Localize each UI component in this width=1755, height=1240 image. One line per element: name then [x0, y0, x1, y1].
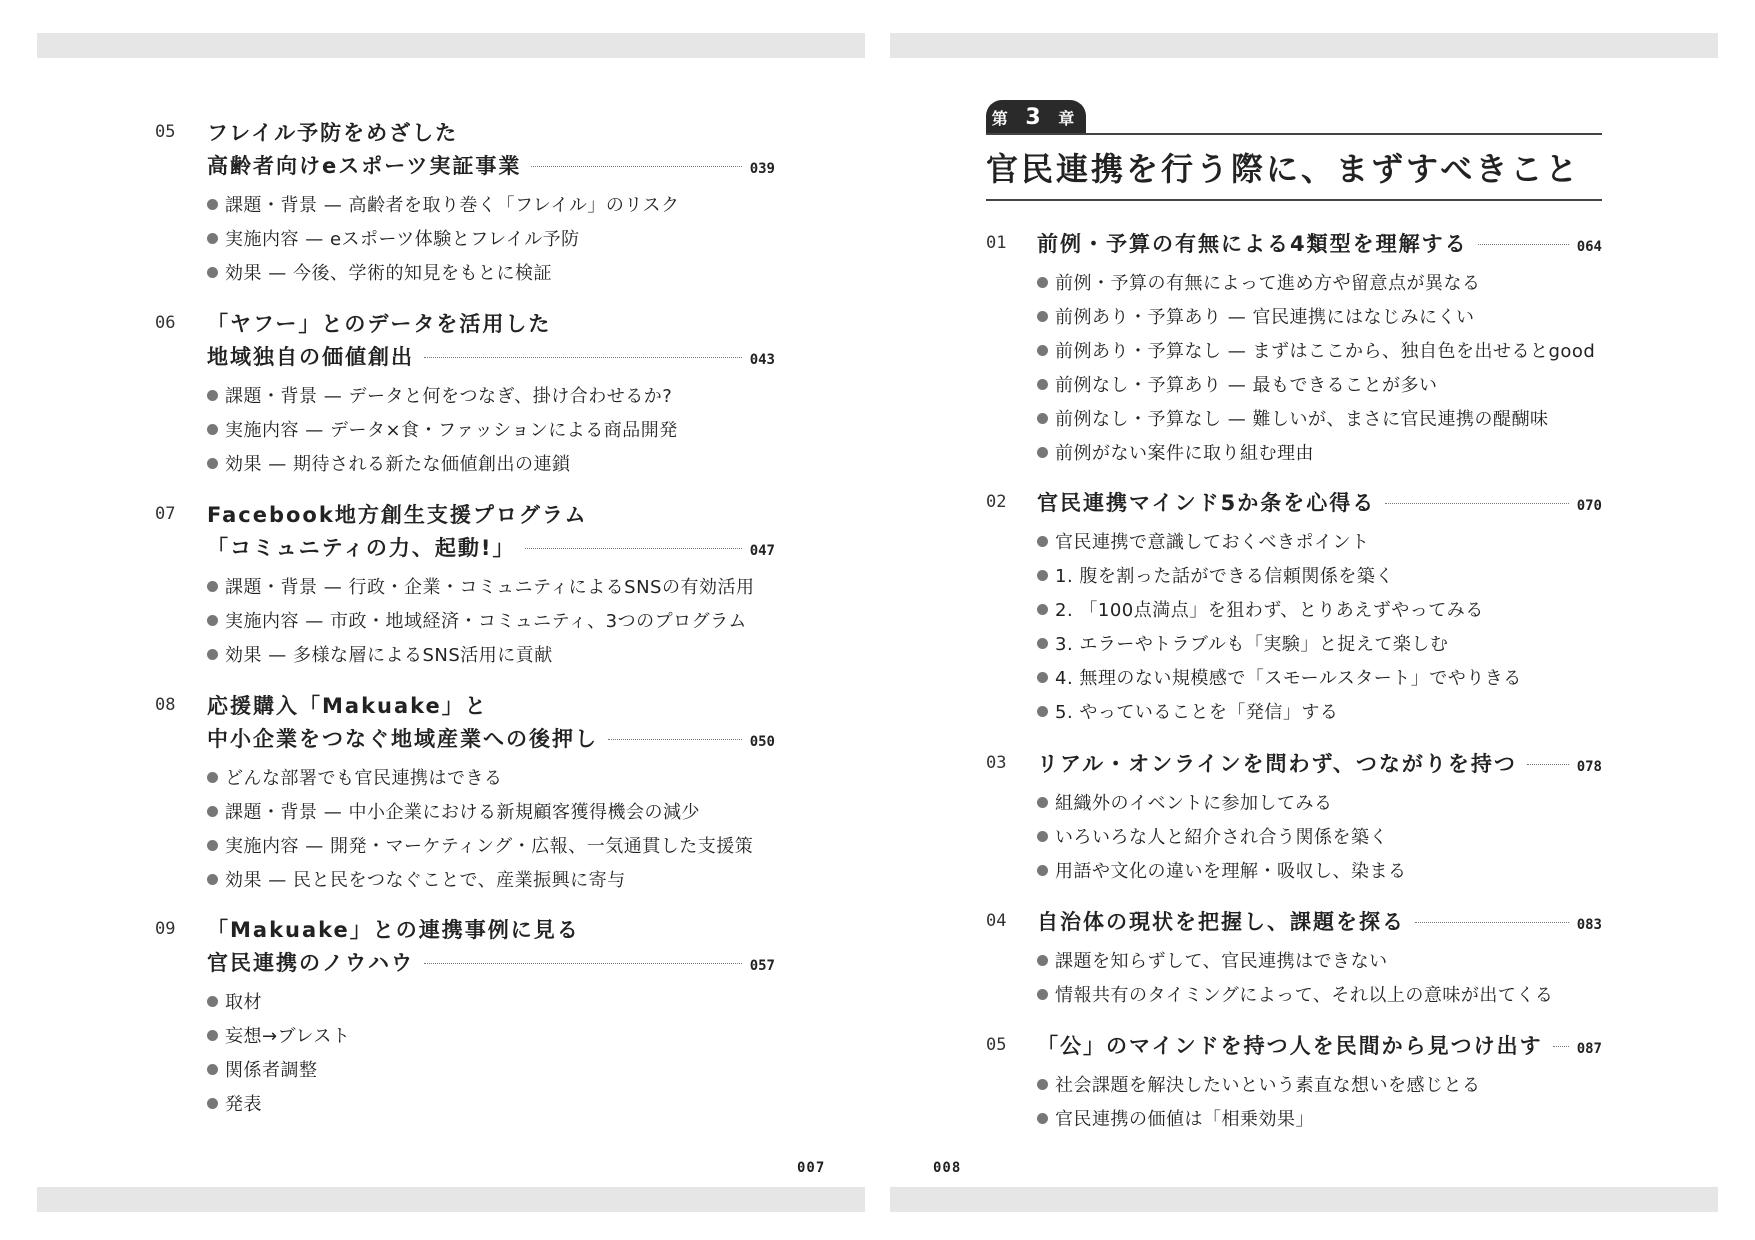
section-page-number: 057 [749, 958, 775, 974]
bullet-icon [1037, 797, 1048, 808]
chapter-prefix: 第 [991, 109, 1014, 128]
list-item-text: 前例あり・予算なし — まずはここから、独自色を出せるとgood [1055, 341, 1596, 362]
list-item-text: 取材 [225, 992, 262, 1013]
bullet-icon [207, 581, 218, 592]
list-item-text: 関係者調整 [225, 1060, 318, 1081]
list-item [207, 796, 753, 830]
section-item-list [207, 762, 753, 898]
page-number: 008 [933, 1160, 962, 1176]
list-item [1037, 945, 1553, 979]
list-item-text: 前例あり・予算あり — 官民連携にはなじみにくい [1055, 307, 1475, 328]
section-number: 04 [986, 911, 1007, 931]
chapter-suffix: 章 [1058, 109, 1081, 128]
section-title-text: 応援購入「Makuake」と [207, 694, 488, 718]
list-item-text: 前例がない案件に取り組む理由 [1055, 443, 1314, 464]
list-item-text: どんな部署でも官民連携はできる [225, 768, 503, 789]
list-item [1037, 594, 1522, 628]
list-item-text: 効果 — 今後、学術的知見をもとに検証 [225, 263, 552, 284]
bullet-icon [1037, 672, 1048, 683]
section-title-text: フレイル予防をめざした [207, 121, 459, 145]
bullet-icon [207, 199, 218, 210]
bullet-icon [1037, 989, 1048, 1000]
section-page-number: 070 [1576, 498, 1602, 514]
dot-leader [1385, 503, 1569, 504]
section-title-line[interactable] [1037, 487, 1602, 519]
bullet-icon [1037, 604, 1048, 615]
section-title-text: 「Makuake」との連携事例に見る [207, 918, 580, 942]
section-title-line[interactable] [207, 341, 775, 373]
bullet-icon [207, 458, 218, 469]
bullet-icon [1037, 311, 1048, 322]
list-item [1037, 1103, 1481, 1137]
list-item [207, 1020, 350, 1054]
section-title-line[interactable] [207, 532, 775, 564]
list-item [207, 605, 754, 639]
list-item-text: 3. エラーやトラブルも「実験」と捉えて楽しむ [1055, 634, 1449, 655]
list-item-text: 実施内容 — 開発・マーケティング・広報、一気通貫した支援策 [225, 836, 754, 857]
list-item-text: 効果 — 期待される新たな価値創出の連鎖 [225, 454, 571, 475]
section-page-number: 050 [749, 734, 775, 750]
section-item-list [207, 986, 350, 1122]
list-item [1037, 662, 1522, 696]
list-item [207, 448, 678, 482]
section-page-number: 064 [1576, 239, 1602, 255]
dot-leader [525, 548, 741, 549]
list-item [207, 986, 350, 1020]
bullet-icon [207, 1030, 218, 1041]
list-item-text: 官民連携の価値は「相乗効果」 [1055, 1109, 1314, 1130]
list-item [1037, 403, 1595, 437]
list-item-text: 前例・予算の有無によって進め方や留意点が異なる [1055, 273, 1481, 294]
dot-leader [608, 739, 742, 740]
section-item-list [1037, 526, 1522, 730]
list-item-text: 効果 — 多様な層によるSNS活用に貢献 [225, 645, 553, 666]
list-item-text: 発表 [225, 1094, 262, 1115]
dot-leader [1415, 922, 1569, 923]
list-item [207, 571, 754, 605]
section-title-text: 地域独自の価値創出 [207, 345, 414, 369]
bullet-icon [1037, 345, 1048, 356]
section-title-line[interactable] [207, 947, 775, 979]
list-item-text: 課題・背景 — 中小企業における新規顧客獲得機会の減少 [225, 802, 700, 823]
list-item [1037, 437, 1595, 471]
section-title-text: 「コミュニティの力、起動!」 [207, 536, 516, 560]
list-item [207, 1088, 350, 1122]
bullet-icon [207, 649, 218, 660]
chapter-title: 官民連携を行う際に、まずすべきこと [986, 150, 1581, 188]
section-item-list [207, 380, 678, 482]
dot-leader [424, 357, 742, 358]
section-title-text: リアル・オンラインを問わず、つながりを持つ [1037, 752, 1517, 776]
list-item-text: 5. やっていることを「発信」する [1055, 702, 1339, 723]
section-title-text: 中小企業をつなぐ地域産業への後押し [207, 727, 598, 751]
list-item [1037, 301, 1595, 335]
section-title-line[interactable] [1037, 1030, 1602, 1062]
section-item-list [207, 571, 754, 673]
section-page-number: 047 [749, 543, 775, 559]
section-item-list [1037, 945, 1553, 1013]
section-title-line[interactable] [207, 723, 775, 755]
list-item [207, 257, 679, 291]
list-item [1037, 560, 1522, 594]
list-item-text: いろいろな人と紹介され合う関係を築く [1055, 827, 1388, 848]
section-title-line[interactable] [207, 308, 551, 340]
list-item [207, 223, 679, 257]
bullet-icon [1037, 447, 1048, 458]
bullet-icon [207, 806, 218, 817]
list-item [207, 830, 753, 864]
list-item-text: 実施内容 — 市政・地域経済・コミュニティ、3つのプログラム [225, 611, 747, 632]
list-item-text: 用語や文化の違いを理解・吸収し、染まる [1055, 861, 1407, 882]
section-item-list [1037, 1069, 1481, 1137]
list-item-text: 実施内容 — データ×食・ファッションによる商品開発 [225, 420, 678, 441]
list-item-text: 官民連携で意識しておくべきポイント [1055, 532, 1370, 553]
bullet-icon [207, 424, 218, 435]
list-item [1037, 855, 1407, 889]
list-item-text: 組織外のイベントに参加してみる [1055, 793, 1333, 814]
section-title-line[interactable] [1037, 906, 1602, 938]
bullet-icon [207, 615, 218, 626]
section-title-text: Facebook地方創生支援プログラム [207, 503, 588, 527]
list-item-text: 課題・背景 — 行政・企業・コミュニティによるSNSの有効活用 [225, 577, 755, 598]
list-item-text: 課題を知らずして、官民連携はできない [1055, 951, 1388, 972]
section-title-text: 官民連携マインド5か条を心得る [1037, 491, 1376, 515]
section-number: 08 [155, 695, 176, 715]
list-item [207, 1054, 350, 1088]
right-page [877, 0, 1755, 1240]
section-item-list [1037, 787, 1407, 889]
list-item [207, 639, 754, 673]
list-item [1037, 369, 1595, 403]
dot-leader [424, 963, 742, 964]
section-number: 01 [986, 233, 1007, 253]
section-number: 07 [155, 504, 176, 524]
list-item [207, 864, 753, 898]
bullet-icon [207, 1064, 218, 1075]
bullet-icon [207, 1098, 218, 1109]
chapter-number: 3 [1025, 105, 1047, 130]
list-item [1037, 1069, 1481, 1103]
bullet-icon [207, 267, 218, 278]
section-page-number: 078 [1576, 759, 1602, 775]
page-number: 007 [797, 1160, 826, 1176]
list-item [1037, 526, 1522, 560]
dot-leader [1553, 1046, 1569, 1047]
bullet-icon [1037, 277, 1048, 288]
list-item [1037, 787, 1407, 821]
section-title-line[interactable] [207, 914, 580, 946]
bullet-icon [207, 390, 218, 401]
section-item-list [1037, 267, 1595, 471]
bullet-icon [1037, 570, 1048, 581]
section-page-number: 039 [749, 161, 775, 177]
list-item-text: 前例なし・予算あり — 最もできることが多い [1055, 375, 1438, 396]
bullet-icon [1037, 536, 1048, 547]
list-item-text: 4. 無理のない規模感で「スモールスタート」でやりきる [1055, 668, 1522, 689]
section-title-text: 自治体の現状を把握し、課題を探る [1037, 910, 1405, 934]
section-page-number: 043 [749, 352, 775, 368]
section-page-number: 087 [1576, 1041, 1602, 1057]
section-number: 02 [986, 492, 1007, 512]
list-item [207, 189, 679, 223]
list-item [1037, 628, 1522, 662]
bullet-icon [1037, 706, 1048, 717]
list-item-text: 妄想→ブレスト [225, 1026, 351, 1047]
section-title-line[interactable] [207, 150, 775, 182]
section-number: 05 [986, 1035, 1007, 1055]
left-toc [0, 0, 877, 1240]
list-item-text: 効果 — 民と民をつなぐことで、産業振興に寄与 [225, 870, 626, 891]
bullet-icon [207, 840, 218, 851]
list-item [207, 414, 678, 448]
list-item [1037, 335, 1595, 369]
dot-leader [1527, 764, 1569, 765]
list-item-text: 課題・背景 — データと何をつなぎ、掛け合わせるか? [225, 386, 673, 407]
dot-leader [531, 166, 741, 167]
bullet-icon [1037, 379, 1048, 390]
dot-leader [1478, 244, 1569, 245]
section-number: 03 [986, 753, 1007, 773]
right-toc [877, 0, 1755, 1240]
section-title-text: 「ヤフー」とのデータを活用した [207, 312, 552, 336]
bullet-icon [1037, 831, 1048, 842]
bullet-icon [1037, 955, 1048, 966]
section-title-line[interactable] [1037, 748, 1602, 780]
list-item-text: 前例なし・予算なし — 難しいが、まさに官民連携の醍醐味 [1055, 409, 1549, 430]
section-title-text: 「公」のマインドを持つ人を民間から見つけ出す [1037, 1034, 1543, 1058]
list-item-text: 課題・背景 — 高齢者を取り巻く「フレイル」のリスク [225, 195, 680, 216]
bullet-icon [1037, 413, 1048, 424]
list-item [1037, 821, 1407, 855]
list-item-text: 社会課題を解決したいという素直な想いを感じとる [1055, 1075, 1481, 1096]
section-page-number: 083 [1576, 917, 1602, 933]
list-item [207, 380, 678, 414]
section-title-text: 高齢者向けeスポーツ実証事業 [207, 154, 522, 178]
list-item [1037, 267, 1595, 301]
list-item-text: 2. 「100点満点」を狙わず、とりあえずやってみる [1055, 600, 1484, 621]
bullet-icon [207, 996, 218, 1007]
section-title-line[interactable] [207, 499, 588, 531]
list-item [1037, 696, 1522, 730]
section-number: 09 [155, 919, 176, 939]
bullet-icon [1037, 865, 1048, 876]
section-title-line[interactable] [207, 117, 458, 149]
bullet-icon [1037, 1079, 1048, 1090]
section-title-line[interactable] [1037, 228, 1602, 260]
list-item-text: 1. 腹を割った話ができる信頼関係を築く [1055, 566, 1394, 587]
left-page [0, 0, 877, 1240]
section-item-list [207, 189, 679, 291]
bullet-icon [1037, 638, 1048, 649]
section-title-text: 官民連携のノウハウ [207, 951, 414, 975]
bullet-icon [1037, 1113, 1048, 1124]
bullet-icon [207, 772, 218, 783]
list-item-text: 実施内容 — eスポーツ体験とフレイル予防 [225, 229, 580, 250]
list-item [1037, 979, 1553, 1013]
section-title-text: 前例・予算の有無による4類型を理解する [1037, 232, 1468, 256]
section-title-line[interactable] [207, 690, 488, 722]
section-number: 05 [155, 122, 176, 142]
list-item [207, 762, 753, 796]
bullet-icon [207, 874, 218, 885]
section-number: 06 [155, 313, 176, 333]
bullet-icon [207, 233, 218, 244]
list-item-text: 情報共有のタイミングによって、それ以上の意味が出てくる [1055, 985, 1554, 1006]
